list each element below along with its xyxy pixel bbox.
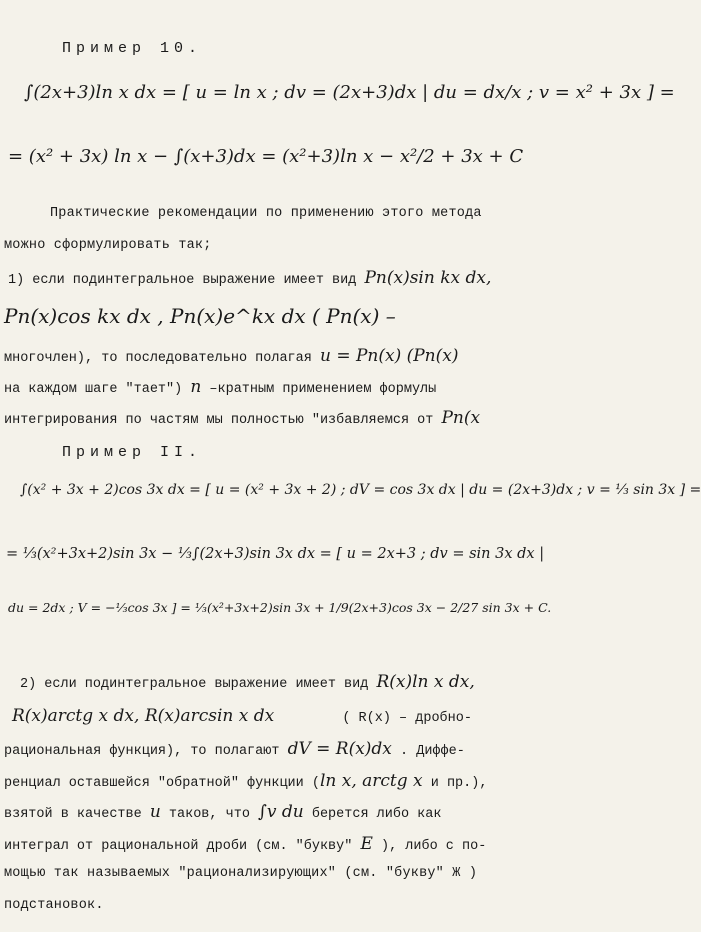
item-2-formula: R(x)arctg x dx, R(x)arcsin x dx <box>12 706 275 726</box>
item-2-text: берется либо как <box>311 807 442 822</box>
item-1-text: на каждом шаге "тает") <box>4 382 183 397</box>
paragraph-line-2: можно сформулировать так; <box>4 238 212 253</box>
example-10-equation-2: = (x² + 3x) ln x − ∫(x+3)dx = (x²+3)ln x − x²/2 + 3x + C <box>8 146 524 167</box>
example-11-equation-1: ∫(x² + 3x + 2)cos 3x dx = [ u = (x² + 3x + 2) ; dV = cos 3x dx | du = (2x+3)dx ; v = ⅓ sin 3x ] = <box>20 482 701 498</box>
item-1-formula: Pn(x)sin kx dx, <box>364 268 492 288</box>
item-2-text: интеграл от рациональной дроби (см. "букву" <box>4 839 353 854</box>
item-2-line-7: мощью так называемых "рационализирующих" (см. "букву" Ж ) <box>4 866 478 881</box>
item-2-text: ( R(x) – дробно- <box>342 711 472 726</box>
item-1-line-2: Pn(x)cos kx dx , Pn(x)e^kx dx ( Pn(x) – <box>4 304 396 328</box>
item-1-line-3 <box>4 346 458 366</box>
example-10-heading: Пример 10. <box>62 40 203 57</box>
item-2-text: 2) если подинтегральное выражение имеет вид <box>20 677 369 692</box>
item-2-line-6 <box>4 834 486 854</box>
item-1-line-5 <box>4 408 480 428</box>
item-1-text: –кратным применением формулы <box>209 382 437 397</box>
item-1-line-4 <box>4 377 436 397</box>
item-2-formula: dV = R(x)dx <box>287 739 392 759</box>
item-2-line-2 <box>12 706 472 726</box>
item-2-text: . Диффе- <box>400 744 465 759</box>
item-2-symbol: u <box>149 802 161 822</box>
item-1-formula: u = Pn(x) (Pn(x) <box>319 346 459 366</box>
item-1-formula: Pn(x <box>441 408 481 428</box>
item-1-symbol: n <box>190 377 202 397</box>
item-2-line-3 <box>4 739 465 759</box>
example-11-equation-2: = ⅓(x²+3x+2)sin 3x − ⅓∫(2x+3)sin 3x dx = [ u = 2x+3 ; dv = sin 3x dx | <box>6 546 545 562</box>
item-2-text: таков, что <box>168 807 250 822</box>
item-2-line-4 <box>4 771 487 791</box>
item-2-formula: ln x, arctg x <box>319 771 423 791</box>
item-2-line-5 <box>4 802 441 822</box>
example-10-equation-1: ∫(2x+3)ln x dx = [ u = ln x ; dv = (2x+3)dx | du = dx/x ; v = x² + 3x ] = <box>24 82 675 103</box>
item-2-text: взятой в качестве <box>4 807 142 822</box>
item-2-text: ), либо с по- <box>381 839 487 854</box>
item-2-symbol: E <box>360 834 373 854</box>
item-2-line-1 <box>20 672 475 692</box>
item-1-text: многочлен), то последовательно полагая <box>4 351 312 366</box>
item-1-text: 1) если подинтегральное выражение имеет вид <box>8 273 357 288</box>
item-2-formula: R(x)ln x dx, <box>376 672 475 692</box>
item-1-text: интегрирования по частям мы полностью "избавляемся от <box>4 413 434 428</box>
item-2-text: рациональная функция), то полагают <box>4 744 280 759</box>
paragraph-line-1: Практические рекомендации по применению этого метода <box>50 206 482 221</box>
example-11-equation-3: du = 2dx ; V = −⅓cos 3x ] = ⅓(x²+3x+2)sin 3x + 1/9(2x+3)cos 3x − 2/27 sin 3x + C. <box>8 600 552 615</box>
example-11-heading: Пример II. <box>62 444 203 461</box>
item-2-text: ренциал оставшейся "обратной" функции ( <box>4 776 320 791</box>
item-2-line-8: подстановок. <box>4 898 104 913</box>
item-2-text: и пр.), <box>430 776 488 791</box>
item-2-formula: ∫v du <box>258 802 304 822</box>
item-1-line-1 <box>8 268 491 288</box>
